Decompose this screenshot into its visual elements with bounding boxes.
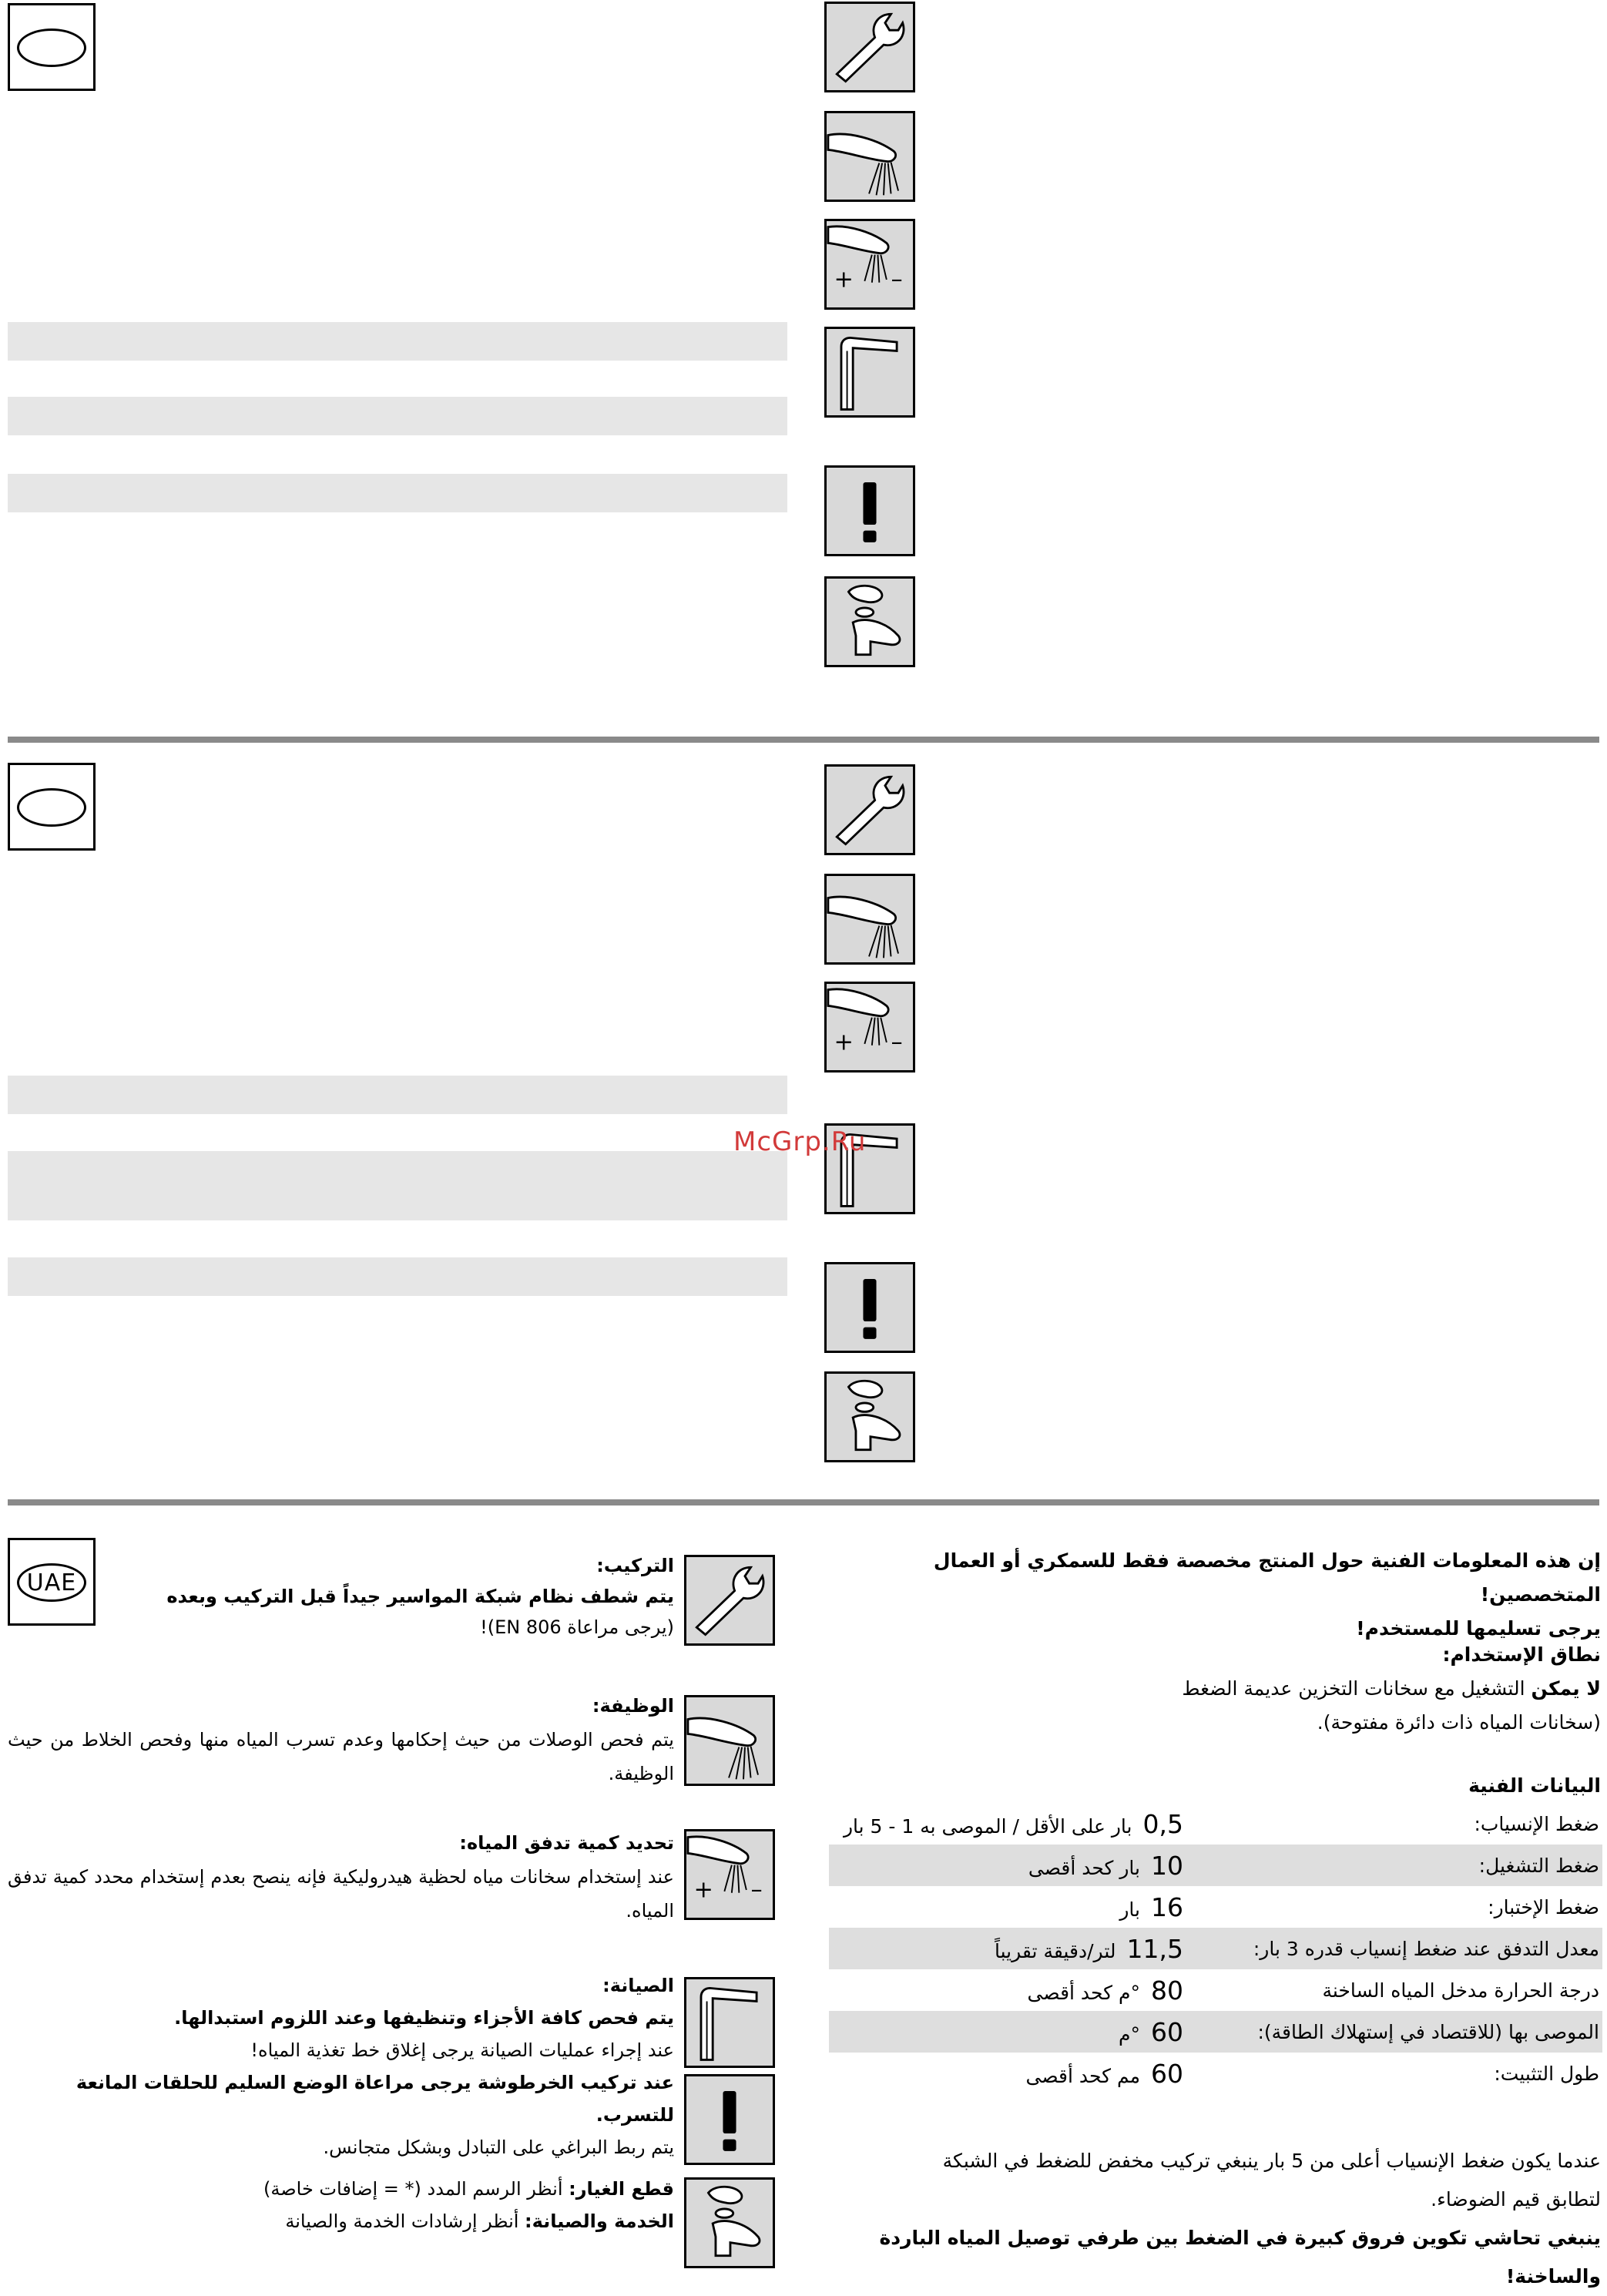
data-unit: مم كحد أقصى [1025, 2064, 1140, 2087]
data-value: 60 [1151, 2058, 1183, 2089]
intro-line-1: إن هذه المعلومات الفنية حول المنتج مخصصة فقط للسمكري أو العمال المتخصصين! [933, 1549, 1601, 1606]
data-row [829, 1845, 1602, 1886]
data-row [829, 1928, 1602, 1969]
text-band [8, 1257, 787, 1296]
language-code-oval [17, 788, 86, 827]
data-label: معدل التدفق عند ضغط إنسياب قدره 3 بار: [1253, 1937, 1599, 1960]
scope-bold: لا يمكن [1531, 1677, 1601, 1700]
data-value: 11,5 [1126, 1933, 1183, 1964]
screws-note: يتم ربط البراغي على التبادل وبشكل متجانس. [323, 2137, 674, 2158]
language-code-oval [17, 29, 86, 67]
service-icon [684, 2177, 775, 2268]
spray-icon [824, 874, 915, 965]
installation-heading: التركيب: [596, 1555, 674, 1576]
scope-heading: نطاق الإستخدام: [1442, 1643, 1601, 1666]
spare-parts-text: أنظر الرسم المدد (* = إضافات خاصة) [263, 2178, 569, 2200]
svg-text:–: – [891, 266, 903, 294]
data-unit: بار [1119, 1898, 1140, 1921]
data-label: ضغط الإختبار: [1488, 1895, 1599, 1918]
svg-text:+: + [834, 266, 854, 294]
flow-limiter-icon [824, 219, 915, 310]
intro-block [832, 1544, 1601, 1646]
language-code-box [8, 3, 96, 91]
data-row [829, 1803, 1602, 1845]
watermark: McGrp.Ru [733, 1126, 867, 1157]
spare-parts-block [8, 2173, 674, 2237]
pressure-reducer-note: عندما يكون ضغط الإنسياب أعلى من 5 بار ينبغي تركيب مخفض للضغط في الشبكة [942, 2150, 1601, 2172]
data-unit: لتر/دقيقة تقريباً [994, 1939, 1116, 1962]
function-heading: الوظيفة: [592, 1695, 674, 1717]
svg-text:–: – [750, 1876, 763, 1904]
data-label: الموصى بها (للاقتصاد في إستهلاك الطاقة): [1257, 2020, 1599, 2043]
intro-line-2: يرجى تسليمها للمستخدم! [1356, 1617, 1601, 1640]
maintenance-bold-text: يتم فحص كافة الأجزاء وتنظيفها وعند اللزوم استبدالها. [174, 2007, 674, 2029]
cartridge-note: عند تركيب الخرطوشة يرجى مراعاة الوضع السليم للحلقات المانعة للتسرب. [75, 2072, 674, 2126]
maintenance-text: عند إجراء عمليات الصيانة يرجى إغلاق خط تغذية المياه! [250, 2039, 674, 2061]
maintenance-heading: الصيانة: [602, 1975, 674, 1996]
text-band [8, 1151, 787, 1220]
notes-block [832, 2142, 1601, 2296]
spray-icon [824, 111, 915, 202]
data-unit: °م كحد أقصى [1027, 1981, 1140, 2004]
flow-limiter-block [8, 1826, 674, 1928]
tech-heading-block [832, 1769, 1601, 1803]
noise-note: لتطابق قيم الضوضاء. [1431, 2188, 1601, 2210]
warning-icon [824, 1262, 915, 1353]
warning-icon [684, 2074, 775, 2165]
service-label: الخدمة والصيانة: [525, 2210, 674, 2232]
scope-block [832, 1638, 1601, 1740]
warning-icon [824, 465, 915, 556]
flow-limiter-heading: تحديد كمية تدفق المياه: [459, 1832, 674, 1854]
data-value: 10 [1151, 1850, 1183, 1881]
data-unit: بار كحد أقصى [1028, 1856, 1140, 1879]
wrench-icon [824, 764, 915, 855]
data-unit: بار على الأقل / الموصى به 1 - 5 بار [843, 1814, 1132, 1838]
function-text: يتم فحص الوصلات من حيث إحكامها وعدم تسرب المياه منها وفحص الخلاط من حيث الوظيفة. [8, 1729, 674, 1784]
text-band [8, 1076, 787, 1114]
hex-key-icon [684, 1977, 775, 2068]
installation-reference: (يرجى مراعاة EN 806)! [480, 1616, 674, 1638]
data-value: 80 [1151, 1975, 1183, 2006]
data-label: ضغط التشغيل: [1478, 1854, 1599, 1877]
data-label: درجة الحرارة مدخل المياه الساخنة [1322, 1979, 1599, 2002]
data-value: 0,5 [1142, 1808, 1183, 1839]
data-row [829, 2011, 1602, 2053]
language-code-oval: UAE [17, 1563, 86, 1602]
data-row [829, 1969, 1602, 2011]
flow-limiter-icon [824, 982, 915, 1072]
flow-limiter-icon [684, 1829, 775, 1920]
data-label: ضغط الإنسياب: [1474, 1812, 1599, 1835]
scope-text: التشغيل مع سخانات التخزين عديمة الضغط [1182, 1677, 1532, 1700]
section-divider [8, 737, 1599, 743]
data-label: طول التثبيت: [1494, 2062, 1599, 2085]
tech-data-heading: البيانات الفنية [1468, 1774, 1601, 1797]
svg-text:+: + [693, 1876, 713, 1904]
installation-text: يتم شطف نظام شبكة المواسير جيداً قبل التركيب وبعده [166, 1586, 674, 1607]
scope-text-2: (سخانات المياه ذات دائرة مفتوحة). [1317, 1711, 1601, 1734]
wrench-icon [684, 1555, 775, 1646]
maintenance-block [8, 1969, 674, 2163]
wrench-icon [824, 2, 915, 92]
spare-parts-label: قطع الغيار: [569, 2178, 674, 2200]
data-unit: °م [1119, 2022, 1140, 2046]
service-icon [824, 576, 915, 667]
text-band [8, 322, 787, 361]
installation-block [8, 1550, 674, 1643]
data-value: 60 [1151, 2016, 1183, 2047]
flow-limiter-text: عند إستخدام سخانات مياه لحظية هيدروليكية فإنه ينصح بعدم إستخدام محدد كمية تدفق المياه. [8, 1866, 674, 1922]
data-row [829, 1886, 1602, 1928]
function-block [8, 1689, 674, 1791]
pressure-difference-note: ينبغي تحاشي تكوين فروق كبيرة في الضغط بين طرفي توصيل المياه الباردة والساخنة! [879, 2227, 1601, 2288]
section-divider [8, 1499, 1599, 1505]
hex-key-icon [824, 327, 915, 418]
technical-data-table [829, 1803, 1602, 2094]
spray-icon [684, 1695, 775, 1786]
svg-text:+: + [834, 1029, 854, 1056]
text-band [8, 397, 787, 435]
service-icon [824, 1371, 915, 1462]
service-text: أنظر إرشادات الخدمة والصيانة [285, 2210, 525, 2232]
data-row [829, 2053, 1602, 2094]
language-code-box [8, 763, 96, 851]
svg-text:–: – [891, 1029, 903, 1056]
text-band [8, 474, 787, 512]
data-value: 16 [1151, 1892, 1183, 1922]
